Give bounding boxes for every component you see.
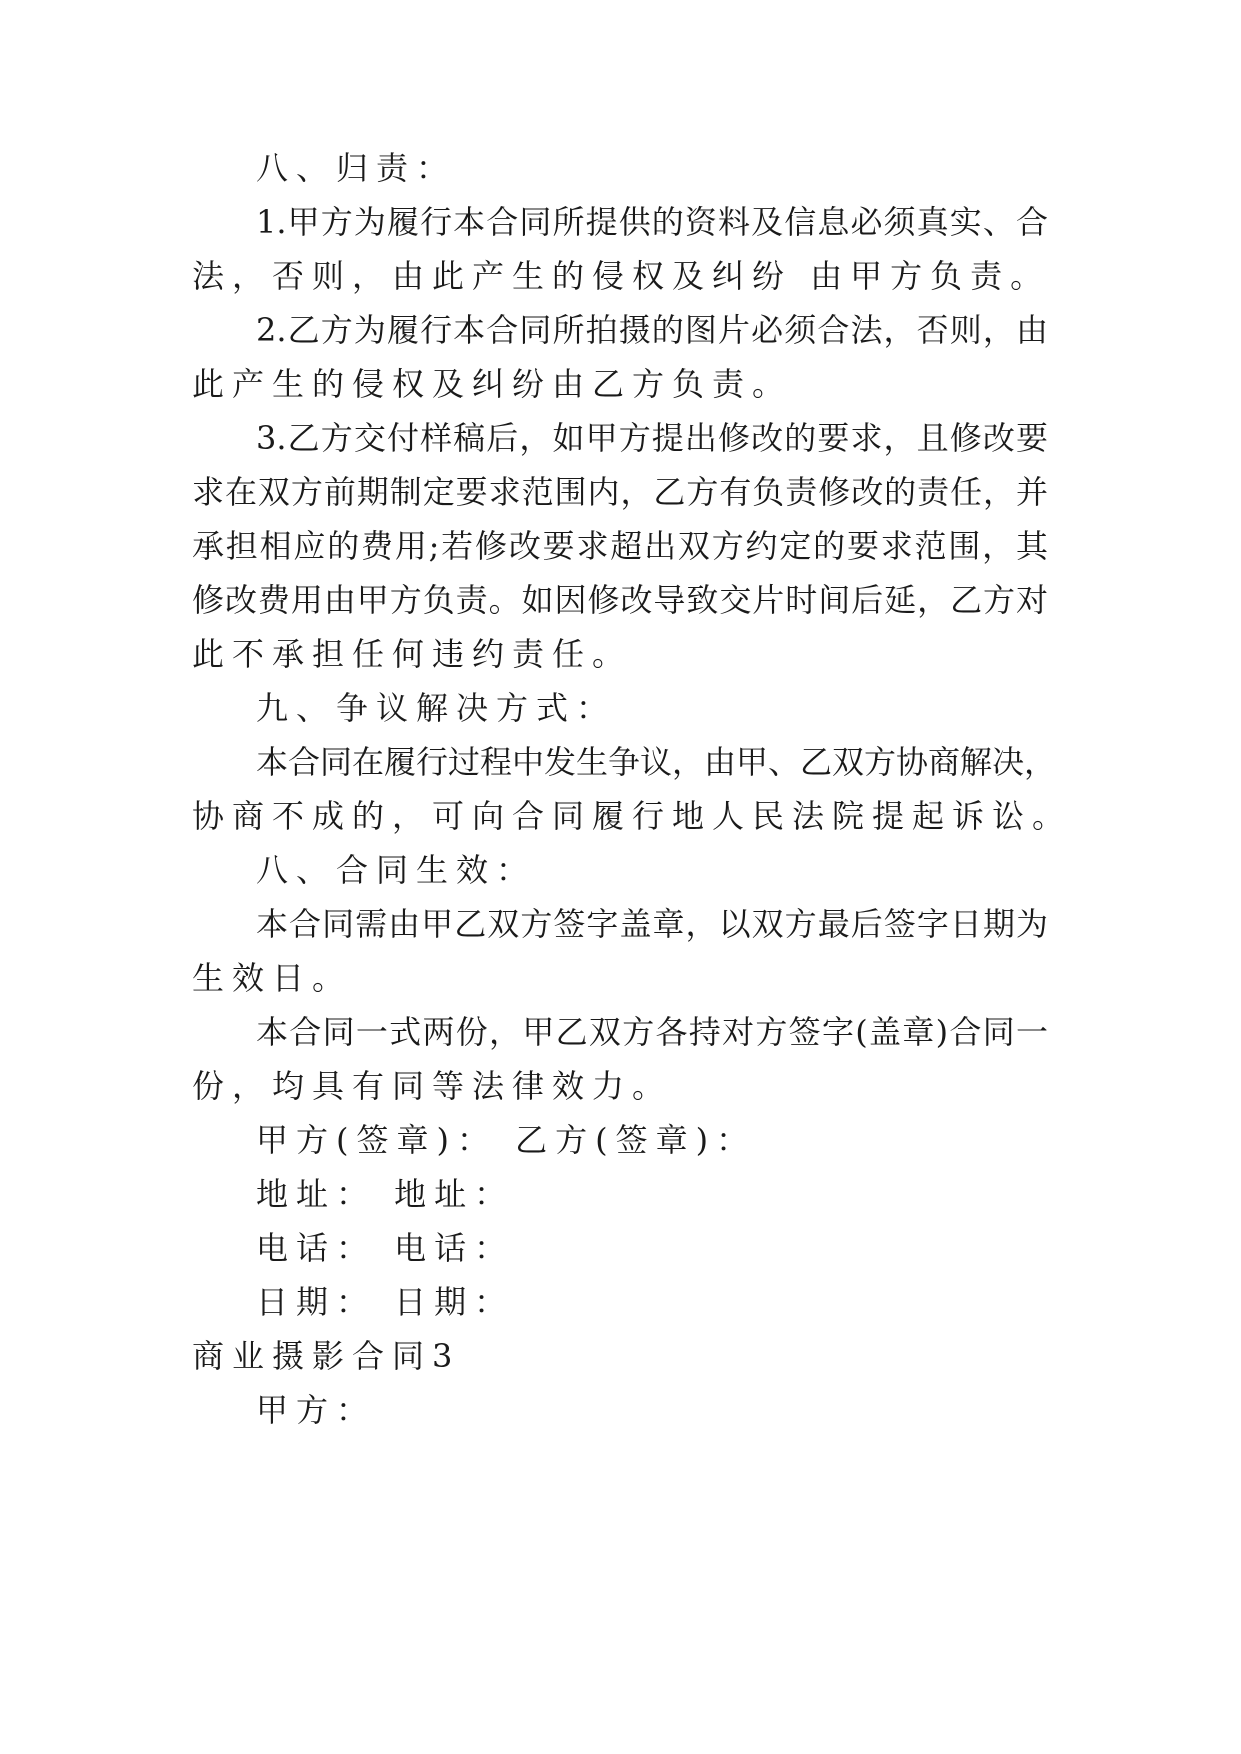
paragraph-line: 法，否则，由此产生的侵权及纠纷 由甲方负责。 [192,257,1051,295]
paragraph-line: 份，均具有同等法律效力。 [192,1067,673,1105]
paragraph-line: 1.甲方为履行本合同所提供的资料及信息必须真实、合 [256,203,1048,241]
paragraph-line: 本合同在履行过程中发生争议，由甲、乙双方协商解决， [256,743,1057,781]
paragraph-line: 本合同一式两份，甲乙双方各持对方签字(盖章)合同一 [256,1013,1048,1051]
paragraph-line: 承担相应的费用;若修改要求超出双方约定的要求范围，其 [192,527,1048,565]
paragraph-line: 此产生的侵权及纠纷由乙方负责。 [192,365,793,403]
section-heading: 八、合同生效： [256,851,537,889]
paragraph-line: 修改费用由甲方负责。如因修改导致交片时间后延，乙方对 [192,581,1048,619]
signature-line: 甲方(签章)： 乙方(签章)： [256,1121,757,1159]
section-heading: 九、争议解决方式： [256,689,617,727]
paragraph-line: 3.乙方交付样稿后，如甲方提出修改的要求，且修改要 [256,419,1048,457]
document-title: 商业摄影合同3 [192,1337,461,1375]
paragraph-line: 生效日。 [192,959,353,997]
paragraph-line: 求在双方前期制定要求范围内，乙方有负责修改的责任，并 [192,473,1048,511]
paragraph-line: 2.乙方为履行本合同所拍摄的图片必须合法，否则，由 [256,311,1048,349]
party-a-label: 甲方： [256,1391,377,1429]
address-line: 地址： 地址： [256,1175,515,1213]
date-line: 日期： 日期： [256,1283,515,1321]
paragraph-line: 此不承担任何违约责任。 [192,635,633,673]
paragraph-line: 协商不成的，可向合同履行地人民法院提起诉讼。 [192,797,1073,835]
section-heading: 八、归责： [256,149,457,187]
phone-line: 电话： 电话： [256,1229,515,1267]
paragraph-line: 本合同需由甲乙双方签字盖章，以双方最后签字日期为 [256,905,1048,943]
